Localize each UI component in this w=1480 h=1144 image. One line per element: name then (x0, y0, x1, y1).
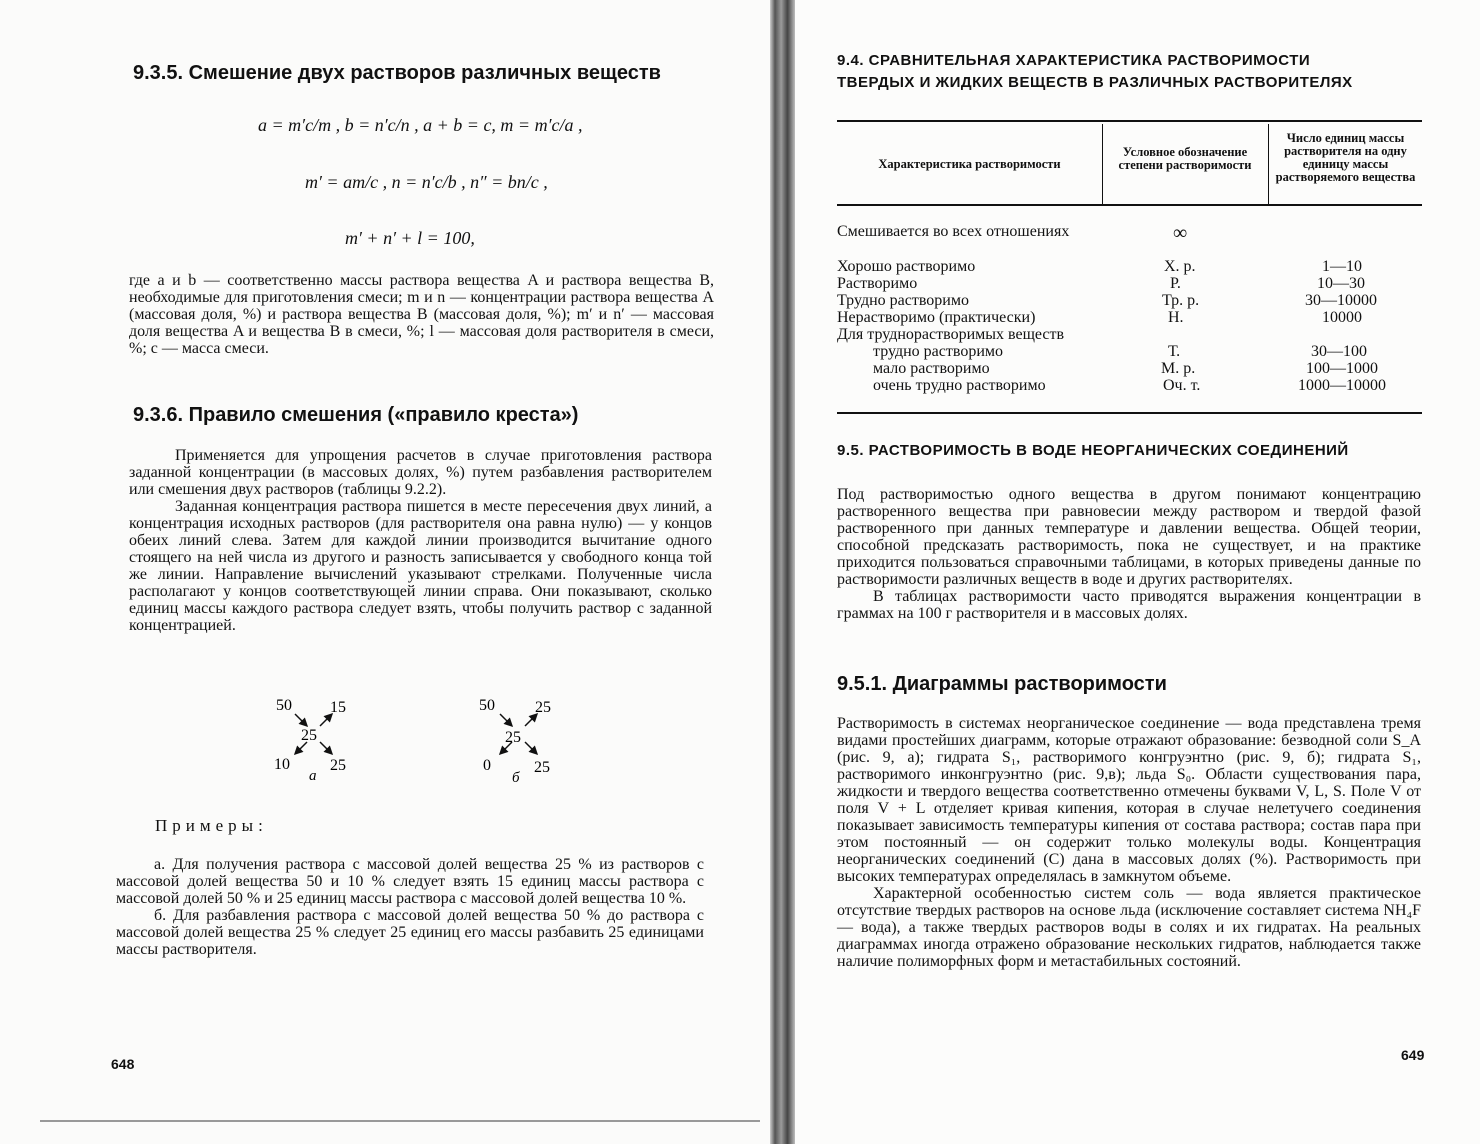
examples-block (116, 856, 704, 958)
formula-line-2: m′ = am/c , n = n′c/b , n″ = bn/c , (305, 172, 548, 192)
where-paragraph: где a и b — соответственно массы раствора вещества A и раствора вещества B, необходимые для приготовления смеси; m и n — концентрации раствора вещества A (массовая доля, %) и раствора вещества B (массовая доля, %); m′ и n′ — массовая доля вещества A и вещества B в смеси, %; l — массовая доля растворителя в смеси, %; c — масса смеси. (129, 272, 714, 357)
cross-b-label: б (512, 770, 520, 786)
table-row-6-symbol: Т. (1168, 343, 1181, 360)
table-row-0-characteristic: Смешивается во всех отношениях (837, 223, 1070, 240)
table-header-characteristic: Характеристика растворимости (878, 157, 1061, 171)
formula-line-3: m′ + n′ + l = 100, (345, 228, 475, 248)
table-row-3-ratio: 30—10000 (1305, 292, 1377, 309)
section-heading-9-3-6: 9.3.6. Правило смешения («правило креста») (133, 404, 579, 426)
table-row-7-symbol: М. р. (1161, 360, 1196, 377)
example-a: а. Для получения раствора с массовой долей вещества 25 % из растворов с массовой долей вещества 50 и 10 % следует взять 15 единиц массы раствора с массовой долей 50 % и 25 единиц массы раствора с массовой долей вещества 10 %. (116, 856, 704, 907)
table-row-8-ratio: 1000—10000 (1298, 377, 1386, 394)
example-b: б. Для разбавления раствора с массовой долей вещества 50 % до раствора с массовой долей вещества 25 % следует 25 единиц его массы разбавить 25 единицами массы растворителя. (116, 907, 704, 958)
table-row-1-ratio: 1—10 (1322, 258, 1362, 275)
book-spine (770, 0, 795, 1144)
table-bottom-rule (837, 412, 1422, 414)
table-top-rule (837, 120, 1422, 122)
table-row-8-symbol: Оч. т. (1163, 377, 1201, 394)
diagrams-block (837, 715, 1421, 970)
cross-b-bottom-right: 25 (534, 759, 550, 776)
solubility-paragraph-1: Под растворимостью одного вещества в другом понимают концентрацию растворенного вещества при равновесии между раствором и твердой фазой растворенного при данных температуре и давлении вещества. Общей теории, способной предсказать растворимость, пока не существует, и на практике приходится пользоваться справочными таблицами, в которых приведены данные по растворимости различных веществ в воде и других растворителях. (837, 486, 1421, 588)
table-header-ratio: Число единиц массы растворителя на одну единицу массы растворяемого вещества (1275, 131, 1416, 184)
cross-a-bottom-left: 10 (274, 756, 290, 773)
cross-b-bottom-left: 0 (483, 757, 491, 774)
table-col-divider-2 (1268, 124, 1269, 204)
table-row-4-symbol: Н. (1168, 309, 1184, 326)
diagrams-paragraph-2: Характерной особенностью систем соль — вода является практическое отсутствие твердых растворов на основе льда (исключение составляет система NH₄F — вода), а также твердых растворов воды в солях и их гидратах. На реальных диаграммах иногда отражено образование нескольких гидратов, наблюдается также наличие полиморфных форм и метастабильных состояний. (837, 885, 1421, 970)
table-row-7-ratio: 100—1000 (1306, 360, 1378, 377)
cross-a-bottom-right: 25 (330, 757, 346, 774)
cross-a-top-left: 50 (276, 697, 292, 714)
table-row-5-characteristic: Для труднорастворимых веществ (837, 326, 1065, 343)
right-page (795, 0, 1480, 1144)
page-number-right: 649 (1401, 1047, 1425, 1063)
table-row-3-symbol: Тр. р. (1162, 292, 1200, 309)
rule-intro-block (129, 447, 712, 634)
table-row-6-ratio: 30—100 (1311, 343, 1367, 360)
table-row-1-symbol: Х. р. (1164, 258, 1196, 275)
table-row-6-characteristic: трудно растворимо (873, 343, 1003, 360)
table-row-8-characteristic: очень трудно растворимо (873, 377, 1046, 394)
section-heading-9-3-5: 9.3.5. Смешение двух растворов различных веществ (133, 62, 661, 84)
rule-paragraph-2: Заданная концентрация раствора пишется в месте пересечения двух линий, а концентрация исходных растворов (для растворителя она равна нулю) — у концов обеих линий слева. Затем для каждой линии производится вычитание одного стоящего на ней числа из другого и разность записывается у свободного конца той же линии. Направление вычислений указывают стрелками. Полученные числа располагают у концов соответствующей линии справа. Они показывают, сколько единиц массы каждого раствора следует взять, чтобы получить раствор с заданной концентрацией. (129, 498, 712, 634)
diagrams-paragraph-1: Растворимость в системах неорганическое соединение — вода представлена тремя видами простейших диаграмм, которые отражают образование: безводной соли S_A (рис. 9, а); гидрата S₁, растворимого конгруэнтно (рис. 9, б); гидрата S₁, растворимого инконгруэнтно (рис. 9,в); льда S₀. Области существования пара, жидкости и твердого вещества соответственно отмечены буквами V, L, S. Поле V от поля V + L отделяет кривая кипения, которая в случае нелетучего соединения показывает зависимость температуры кипения от состава раствора; состав пара при этом постоянный — он содержит только молекулы воды. Концентрация неорганических соединений (C) дана в массовых долях (%). Растворимость при высоких температурах определялась в замкнутом объеме. (837, 715, 1421, 885)
section-heading-9-4-line1: 9.4. СРАВНИТЕЛЬНАЯ ХАРАКТЕРИСТИКА РАСТВОРИМОСТИ (837, 52, 1311, 69)
section-heading-9-5: 9.5. РАСТВОРИМОСТЬ В ВОДЕ НЕОРГАНИЧЕСКИХ СОЕДИНЕНИЙ (837, 442, 1349, 459)
cross-diagram-b (470, 690, 580, 790)
page-bottom-edge (40, 1120, 760, 1122)
table-row-3-characteristic: Трудно растворимо (837, 292, 969, 309)
table-row-1-characteristic: Хорошо растворимо (837, 258, 976, 275)
cross-a-top-right: 15 (330, 699, 346, 716)
table-row-4-ratio: 10000 (1322, 309, 1362, 326)
cross-a-label: а (309, 768, 317, 784)
cross-diagram-a (265, 690, 375, 790)
table-col-divider-1 (1102, 124, 1103, 204)
table-row-2-symbol: Р. (1170, 275, 1181, 292)
table-row-0-symbol: ∞ (1173, 222, 1188, 244)
page-number-left: 648 (111, 1056, 135, 1072)
cross-b-center: 25 (505, 729, 521, 746)
solubility-intro-block (837, 486, 1421, 622)
table-row-4-characteristic: Нерастворимо (практически) (837, 309, 1036, 326)
examples-title: Примеры: (155, 816, 268, 835)
section-heading-9-4-line2: ТВЕРДЫХ И ЖИДКИХ ВЕЩЕСТВ В РАЗЛИЧНЫХ РАСТВОРИТЕЛЯХ (837, 74, 1353, 91)
cross-b-top-left: 50 (479, 697, 495, 714)
cross-a-center: 25 (301, 727, 317, 744)
table-header-rule (837, 204, 1422, 206)
formula-line-1: a = m′c/m , b = n′c/n , a + b = c, m = m′c/a , (258, 115, 583, 135)
section-heading-9-5-1: 9.5.1. Диаграммы растворимости (837, 673, 1167, 695)
solubility-paragraph-2: В таблицах растворимости часто приводятся выражения концентрации в граммах на 100 г растворителя и в массовых долях. (837, 588, 1421, 622)
table-header-symbol: Условное обозначение степени растворимости (1118, 145, 1252, 172)
cross-b-top-right: 25 (535, 699, 551, 716)
table-row-7-characteristic: мало растворимо (873, 360, 990, 377)
rule-paragraph-1: Применяется для упрощения расчетов в случае приготовления раствора заданной концентрации (в массовых долях, %) путем разбавления растворителем или смешения двух растворов (таблицы 9.2.2). (129, 447, 712, 498)
table-row-2-characteristic: Растворимо (837, 275, 918, 292)
table-row-2-ratio: 10—30 (1317, 275, 1365, 292)
